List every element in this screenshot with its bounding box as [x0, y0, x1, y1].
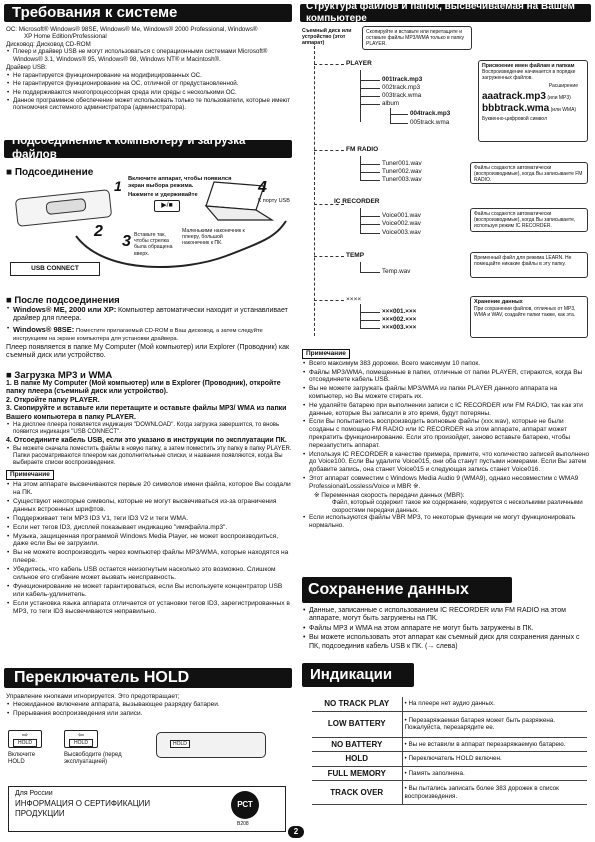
- connect-title: Подсоединение к компьютеру и загрузка файлов: [12, 135, 246, 161]
- after-connect-subheading: ■ После подсоединения: [6, 295, 120, 306]
- indications-banner: [302, 663, 414, 687]
- vbr-note: • Если используются файлы VBR MP3, то некоторые функции не могут функционировать нормально.: [302, 514, 590, 530]
- save-bullet: • Данные, записанные с использованием IC RECORDER или FM RADIO на этом аппарате, могут быть загружены на ПК.: [302, 607, 590, 624]
- note-item: • Существуют некоторые символы, которые не могут высвечиваться из-за ограничения данных встроенных шрифтов.: [6, 498, 292, 514]
- table-row: NO TRACK PLAY • На плеере нет аудио данных.: [312, 697, 587, 711]
- hold-intro: Управление кнопками игнорируется. Это предотвращает;: [6, 693, 180, 700]
- hold-bullet: • Неожиданное включение аппарата, вызывающее разрядку батареи.: [6, 701, 292, 709]
- ic-file: Voice002.wav: [382, 220, 421, 227]
- structure-notes: [302, 347, 590, 531]
- driver-bullet: • Не гарантируется функционирование на ОС, отличной от предустановленной.: [6, 80, 292, 87]
- note-item: • Если установка языка аппарата отличается от установки тегов ID3, зарегистрированных в MP3, то теги ID3 высвечиваются неправильно.: [6, 600, 292, 616]
- driver-bullet: • Данное программное обеспечение может использовать только те пользователи, которые имеют полномочия системного администратора (администратора).: [6, 97, 292, 112]
- after-item: • Windows® ME, 2000 или XP: Компьютер автоматически находит и устанавливает драйвер для плеера.: [6, 305, 292, 324]
- ic-note: Файлы создаются автоматически (воспроизводимые), когда Вы записываете, используя режим IC RECORDER.: [470, 208, 588, 232]
- step-2: 2: [94, 223, 103, 240]
- callout-small: Маленькими наконечник к плееру, большой наконечник к ПК.: [182, 228, 245, 247]
- player-file: 002track.mp3: [382, 84, 421, 91]
- xx-file: ×××001.×××: [382, 308, 417, 315]
- indications-title: Индикации: [310, 666, 393, 683]
- requirements-body: [6, 26, 292, 113]
- mbr-head: ※ Переменная скорость передачи данных (MBR):: [314, 491, 465, 499]
- table-row: TRACK OVER • Вы пытались записать более 383 дорожек в список воспроизведения.: [312, 781, 587, 805]
- naming-text: Воспроизведение начинается в порядке загруженных файлов.: [482, 69, 576, 82]
- note-item: • Всего максимум 383 дорожки. Всего максимум 10 папок.: [302, 360, 590, 368]
- table-row: HOLD • Переключатель HOLD включен.: [312, 752, 587, 767]
- tree-trunk: [314, 46, 315, 336]
- album-file: 005track.wma: [410, 119, 450, 126]
- driver-label: Драйвер USB:: [6, 64, 47, 72]
- os-line: ОС: Microsoft® Windows® 98SE, Windows® Me, Windows® 2000 Professional, Windows®: [6, 26, 258, 33]
- load-step: 1. В папке My Computer (Мой компьютер) или в Explorer (Проводник), откройте папку плеера (съемный диск или устройство).: [6, 380, 281, 396]
- note-item: • Вы не можете воспроизводить через компьютер файлы MP3/WMA, которые находятся на плеере.: [6, 549, 292, 565]
- note-item: • Этот аппарат совместим с Windows Media Audio 9 (WMA9), однако несовместим с WMA9 Professional/Lossless/Voice и MBR ※.: [302, 475, 590, 491]
- store-note: [470, 296, 588, 338]
- os-line: XP Home Edition/Professional: [24, 33, 107, 41]
- table-row: FULL MEMORY • Память заполнена.: [312, 766, 587, 781]
- note-item: • Убедитесь, что кабель USB остается неизогнутым насколько это возможно. Слишком сильное его сгибание может вызвать неисправность.: [6, 566, 292, 582]
- mbr-text: Файл, который содержит такое же содержание, кодируется с несколькими различными скоростями передачи данных.: [332, 499, 583, 514]
- driver-bullet: • Не поддерживаются многопроцессорная среда или среды с несколькими ОС.: [6, 89, 292, 96]
- load-step: 3. Скопируйте и вставьте или перетащите и оставьте файлы MP3/ WMA из папки Вашего компьютера в папку PLAYER.: [6, 405, 287, 421]
- fm-file: Tuner003.wav: [382, 176, 422, 183]
- store-text: При сохранении файлов, отличных от MP3, WMA и WAV, создайте папки также, как эта.: [474, 305, 576, 318]
- ic-file: Voice001.wav: [382, 212, 421, 219]
- after-item: • Windows® 98SE: Поместите прилагаемый CD-ROM в Ваш дисковод, а затем следуйте инструкциям на экране компьютера для установки драйвера.: [6, 325, 292, 343]
- after-text: Плеер появляется в папке My Computer (Мой компьютер) или Explorer (Проводник) как съемный диск или устройство.: [6, 343, 290, 360]
- alnum-note: Буквенно-цифровой символ: [482, 116, 548, 123]
- ext-mp3-row: aaatrack.mp3 (или MP3): [482, 91, 571, 103]
- hold-off-switch: [64, 730, 98, 748]
- folder-tree: [300, 24, 591, 344]
- player-file: 001track.mp3: [382, 76, 423, 83]
- temp-folder: TEMP: [346, 252, 365, 259]
- xx-file: ×××003.×××: [382, 324, 417, 331]
- certification-box: [8, 786, 286, 832]
- note-item: • Файлы MP3/WMA, помещенные в папки, отличные от папки PLAYER, стираются, когда Вы отсоединяете кабель USB.: [302, 369, 590, 385]
- fm-file: Tuner001.wav: [382, 160, 422, 167]
- requirements-banner: [4, 4, 292, 22]
- hold-device-label: HOLD: [170, 740, 190, 748]
- album-folder: album: [382, 100, 400, 107]
- table-row: LOW BATTERY • Перезаряжаемая батарея может быть разряжена. Пожалуйста, перезарядите ее.: [312, 711, 587, 737]
- step-4: 4: [258, 179, 267, 196]
- load-step: 4. Отсоедините кабель USB, если это указано в инструкции по эксплуатации ПК.: [6, 437, 287, 445]
- save-title: Сохранение данных: [308, 581, 469, 599]
- usb-connect-display: USB CONNECT: [10, 262, 100, 276]
- left-arrow-icon: ⇦: [78, 732, 84, 739]
- rst-mark-icon: РСТ: [231, 791, 259, 819]
- note-label: Примечание: [302, 349, 350, 359]
- device-label: Съемный диск или устройство (этот аппарат): [302, 28, 352, 47]
- driver-bullet: • Не гарантируется функционирование на модифицированных ОС.: [6, 72, 292, 79]
- load-step-bullet: • На дисплее плеера появляется индикация "DOWNLOAD". Когда загрузка завершится, то вновь появится индикация "USB CONNECT".: [6, 422, 292, 436]
- note-item: • Используя IC RECORDER в качестве примера, примите, что количество записей выполнено до Voice100. Если Вы удалите Voice015, они оба станут пустыми номерами. Если Вы затем добавите запись, она станет Voice015 и следующая запись станет Voice016.: [302, 451, 590, 474]
- copy-note: Скопируйте и вставьте или перетащите и оставьте файлы MP3/WMA только в папку PLAYER.: [362, 26, 472, 50]
- hold-illustration: [6, 728, 292, 780]
- ic-file: Voice003.wav: [382, 229, 421, 236]
- note-item: • Если нет тегов ID3, дисплей показывает индикацию "имяфайла.mp3".: [6, 524, 292, 532]
- player-folder: PLAYER: [346, 60, 372, 67]
- after-connect-body: [6, 305, 292, 360]
- table-row: NO BATTERY • Вы не вставили в аппарат перезаряжаемую батарею.: [312, 737, 587, 752]
- ext-label: Расширение: [548, 83, 578, 90]
- indications-table: [312, 697, 587, 805]
- ic-folder: IC RECORDER: [334, 198, 380, 205]
- save-body: [302, 607, 590, 652]
- connect-subheading: ■ Подсоединение: [6, 167, 93, 179]
- temp-note: Временный файл для режима LEARN. Не помещайте никакие файлы в эту папку.: [470, 252, 588, 278]
- save-banner: [302, 577, 512, 603]
- save-bullet: • Вы можете использовать этот аппарат как съемный диск для сохранения данных с ПК, подсоединив кабель USB к ПК. (→ слева): [302, 634, 590, 651]
- load-step: 2. Откройте папку PLAYER.: [6, 396, 100, 404]
- hold-off-caption: Высвободите (перед эксплуатацией): [64, 752, 122, 766]
- fm-note: Файлы создаются автоматически (воспроизводимые), когда Вы записываете FM RADIO.: [470, 162, 588, 184]
- note-item: • Не удаляйте батарею при выполнении записи с IC RECORDER или FM RADIO, так как эти данные, которые Вы записали в это время, будут потеряны.: [302, 402, 590, 418]
- naming-title: Присвоение имен файлам и папкам: [482, 63, 575, 69]
- hold-off-label: HOLD: [69, 739, 93, 747]
- save-bullet: • Файлы MP3 и WMA на этом аппарате не могут быть загружены в ПК.: [302, 625, 590, 633]
- structure-title: Структура файлов и папок, высвечиваемая на Вашем компьютере: [306, 1, 575, 24]
- player-file: 003track.wma: [382, 92, 422, 99]
- connection-illustration: [6, 176, 292, 286]
- os-bullet: • Плеер и драйвер USB не могут использоваться с операционными системами Microsoft® Windows® 3.1, Windows® 95, Windows® 98, Windows NT® и Macintosh®.: [6, 48, 292, 63]
- page-number: 2: [288, 826, 304, 838]
- album-file: 004track.mp3: [410, 110, 451, 117]
- note-item: • Музыка, защищенная программой Windows Media Player, не может воспроизводиться, даже если Вы ее загрузили.: [6, 533, 292, 549]
- note-item: • На этом аппарате высвечиваются первые 20 символов имени файла, которое Вы создали на ПК.: [6, 481, 292, 497]
- play-stop-button-icon: ▶/■: [154, 200, 180, 212]
- callout-4: К порту USB: [258, 198, 290, 204]
- note-item: • Функционирование не может гарантироваться, если Вы используете концентратор USB или кабель-удлинитель.: [6, 583, 292, 599]
- cert-line-2: ИНФОРМАЦИЯ О СЕРТИФИКАЦИИ ПРОДУКЦИИ: [15, 799, 151, 818]
- hold-body: [6, 693, 292, 718]
- hold-bullet: • Прерывания воспроизведения или записи.: [6, 710, 292, 718]
- connect-banner: [4, 135, 292, 161]
- fm-folder: FM RADIO: [346, 146, 379, 153]
- store-title: Хранение данных: [474, 299, 523, 305]
- load-step-bullet: • Вы можете сначала поместить файлы в новую папку, а затем поместить эту папку в папку PLAYER. Папки рассматриваются плеером как дополнительные списки, и названия появляются, когда Вы выбираете списки воспроизведения.: [6, 446, 292, 468]
- step-1: 1: [114, 178, 122, 194]
- right-arrow-icon: ⇨: [22, 732, 28, 739]
- note-item: • Вы не можете загружать файлы MP3/WMA из папки PLAYER данного аппарата на компьютер, но Вы можете стирать их.: [302, 385, 590, 401]
- cert-line-1: Для России: [15, 790, 53, 797]
- structure-banner: [300, 1, 591, 24]
- load-body: [6, 380, 292, 617]
- callout-3: Вставьте так, чтобы стрелка была обращена вверх.: [134, 232, 173, 257]
- temp-file: Temp.wav: [382, 268, 411, 275]
- hold-title: Переключатель HOLD: [14, 669, 190, 687]
- ext-wma-row: bbbtrack.wma (или WMA): [482, 103, 577, 115]
- hold-banner: [4, 668, 292, 688]
- cert-code: В208: [237, 821, 249, 827]
- note-label: Примечание: [6, 470, 54, 480]
- hold-on-label: HOLD: [13, 739, 37, 747]
- note-item: • Если Вы попытаетесь воспроизводить волновые файлы (ххх.wav), которые не были созданы с помощью FM RADIO или IC RECORDER на этом аппарате, аппарат может прекратить функционирование. Если это произойдет, заново вставьте батарею, чтобы перезапустить аппарат.: [302, 418, 590, 449]
- naming-box: [478, 60, 588, 142]
- requirements-title: Требования к системе: [12, 4, 178, 21]
- xx-folder: ××××: [346, 296, 362, 303]
- callout-1: Включите аппарат, чтобы появился экран выбора режима. Нажмите и удерживайте: [128, 176, 232, 198]
- hold-on-switch: [8, 730, 42, 748]
- xx-file: ×××002.×××: [382, 316, 417, 323]
- load-subheading: ■ Загрузка MP3 и WMA: [6, 370, 112, 381]
- fm-file: Tuner002.wav: [382, 168, 422, 175]
- step-3: 3: [122, 233, 131, 250]
- os-line: Дисковод: Дисковод CD-ROM: [6, 40, 91, 48]
- note-item: • Поддерживает теги MP3 ID3 V1, теги ID3 V2 и теги WMA.: [6, 515, 292, 523]
- hold-on-caption: Включите HOLD: [8, 752, 36, 766]
